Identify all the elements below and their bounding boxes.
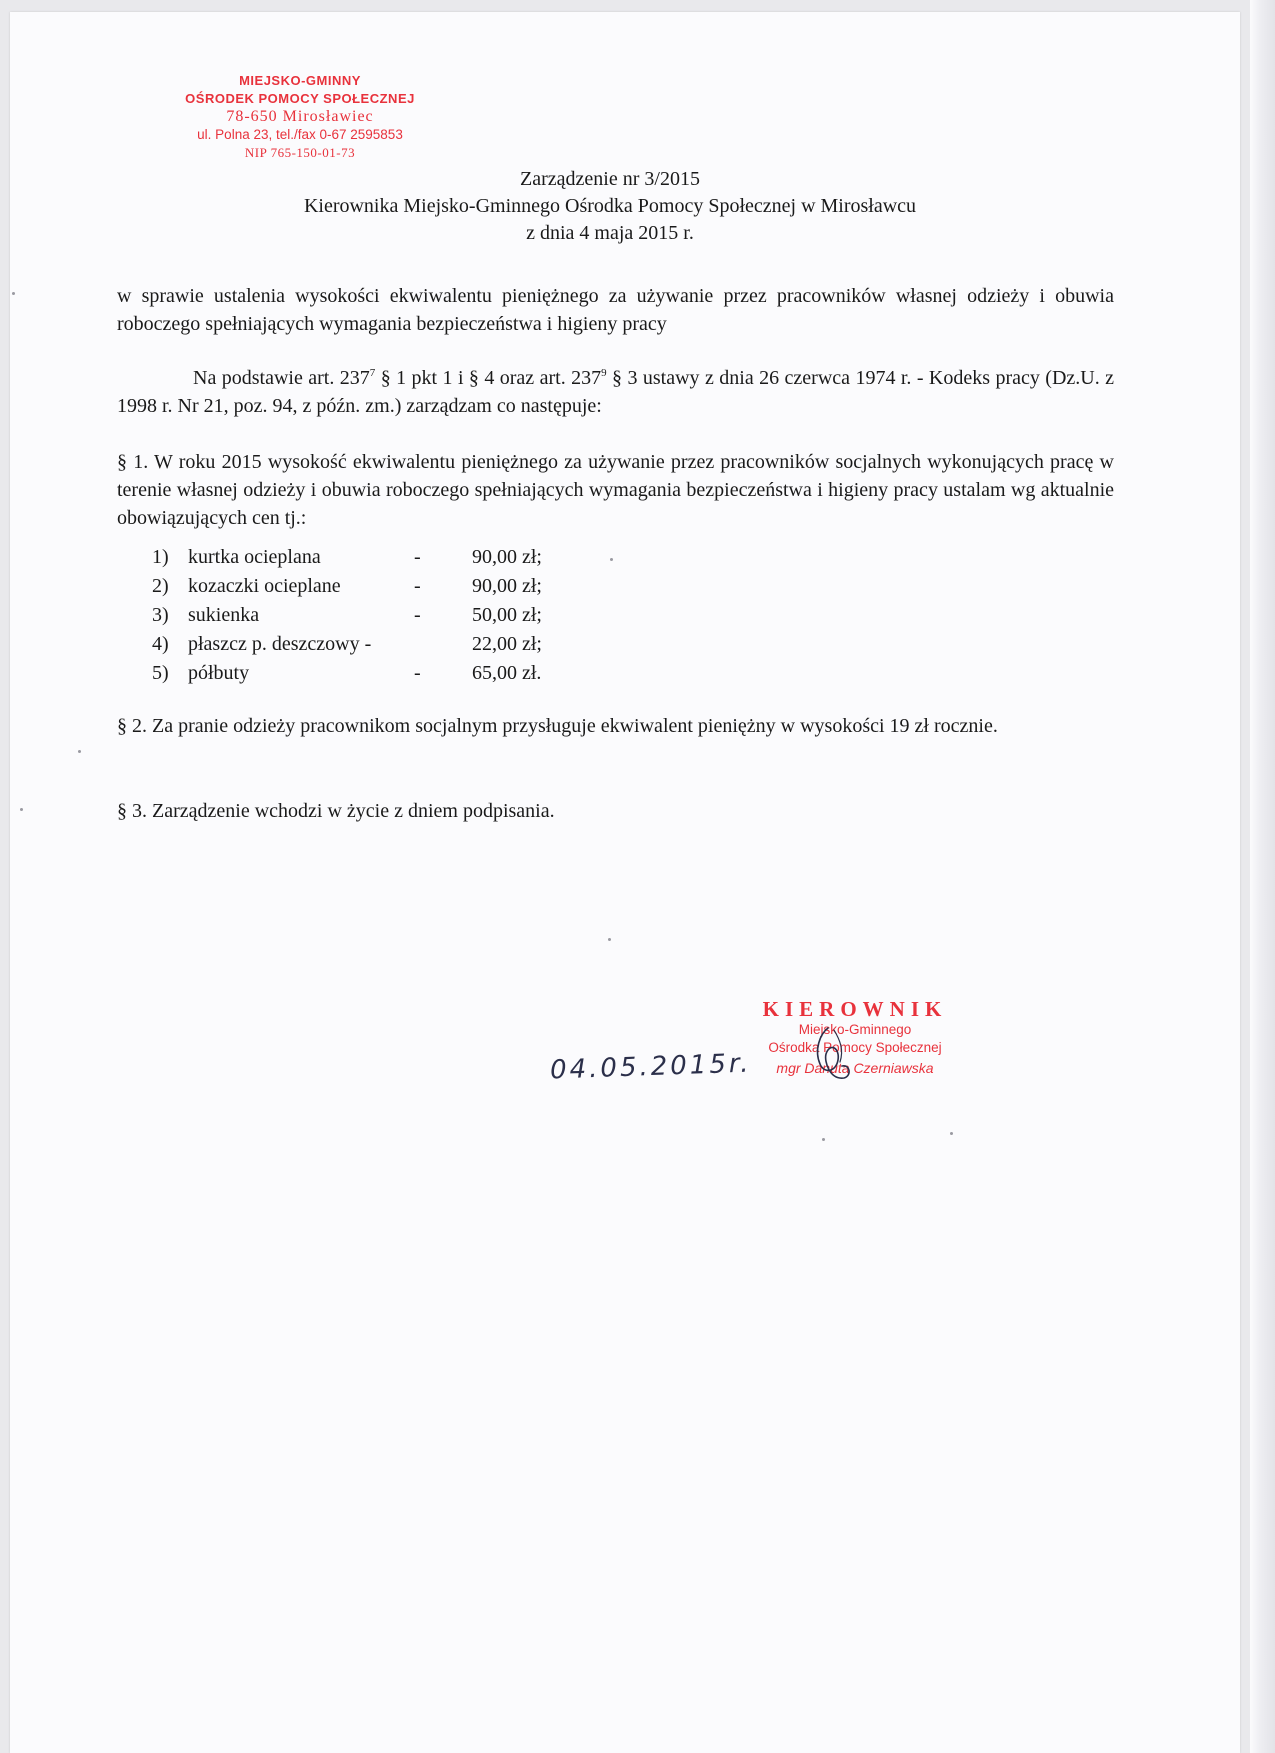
item-name: kurtka ocieplana [188,546,321,568]
legal-basis-part-2: § 1 pkt 1 i § 4 oraz art. 237 [375,367,602,389]
legal-basis-sup-1: 7 [369,367,376,379]
document-title: Zarządzenie nr 3/2015 [520,168,700,190]
scan-speck [20,808,23,811]
paragraph-3: § 3. Zarządzenie wchodzi w życie z dniem podpisania. [117,800,555,822]
item-name: półbuty [188,662,250,684]
signature-stamp-line-1: Miejsko-Gminnego [798,1022,912,1037]
item-price: 90,00 zł; [472,546,542,568]
document-date: z dnia 4 maja 2015 r. [526,222,694,244]
equivalent-list [152,543,632,688]
list-item [152,543,632,572]
legal-basis-part-1: Na podstawie art. 237 [193,367,370,389]
signature-stamp-line-3: mgr Danuta Czerniawska [776,1060,934,1076]
item-price: 50,00 zł; [472,604,542,626]
item-number: 2) [152,575,169,597]
handwritten-date: 04.05.2015r. [549,1048,752,1086]
signature-stamp-line-2: Ośrodka Pomocy Społecznej [768,1040,942,1055]
item-number: 5) [152,662,169,684]
scan-speck [610,558,613,561]
item-dash: - [414,604,421,626]
list-item [152,659,632,688]
institution-stamp [150,72,450,162]
stamp-line-5: NIP 765-150-01-73 [244,145,356,160]
list-item [152,572,632,601]
document-heading [110,166,1110,247]
paragraph-2: § 2. Za pranie odzieży pracownikom socjalnym przysługuje ekwiwalent pieniężny w wysokości 19 zł rocznie. [117,715,998,737]
stamp-line-3: 78-650 Mirosławiec [226,108,374,125]
stamp-line-4: ul. Polna 23, tel./fax 0-67 2595853 [197,127,403,142]
legal-basis [117,364,1114,420]
scan-speck [78,750,81,753]
document-page [10,12,1240,1753]
item-dash: - [414,546,421,568]
list-item [152,630,632,659]
legal-basis-sup-2: 9 [601,367,607,379]
scan-edge [1250,0,1275,1753]
scan-speck [608,938,611,941]
item-dash: - [414,575,421,597]
item-name: sukienka [188,604,260,626]
item-name: kozaczki ocieplane [188,575,341,597]
scan-speck [822,1138,825,1141]
scan-speck [950,1132,953,1135]
document-subject: w sprawie ustalenia wysokości ekwiwalentu pieniężnego za używanie przez pracowników własnej odzieży i obuwia roboczego spełniających wymagania bezpieczeństwa i higieny pracy [117,285,1114,335]
handwritten-signature [800,1020,870,1090]
item-number: 3) [152,604,169,626]
item-name: płaszcz p. deszczowy - [188,633,372,655]
scan-speck [12,292,15,295]
signature-stamp-title: KIEROWNIK [762,997,948,1021]
item-price: 65,00 zł. [472,662,542,684]
item-number: 1) [152,546,169,568]
paragraph-1: § 1. W roku 2015 wysokość ekwiwalentu pieniężnego za używanie przez pracowników socjalnych wykonujących pracę w terenie własnej odzieży i obuwia roboczego spełniających wymagania bezpieczeństwa i higieny pracy ustalam wg aktualnie obowiązujących cen tj.: [117,451,1114,529]
document-issuer: Kierownika Miejsko-Gminnego Ośrodka Pomocy Społecznej w Mirosławcu [303,195,917,217]
item-price: 22,00 zł; [472,633,542,655]
stamp-line-1: MIEJSKO-GMINNY [239,73,361,88]
legal-basis-part-3: § 3 ustawy z dnia 26 czerwca 1974 r. - Kodeks pracy (Dz.U. z 1998 r. Nr 21, poz. 94, z późn. zm.) zarządzam co następuje: [117,367,1115,417]
stamp-line-2: OŚRODEK POMOCY SPOŁECZNEJ [185,91,415,106]
item-dash: - [414,662,421,684]
item-number: 4) [152,633,169,655]
list-item [152,601,632,630]
item-price: 90,00 zł; [472,575,542,597]
